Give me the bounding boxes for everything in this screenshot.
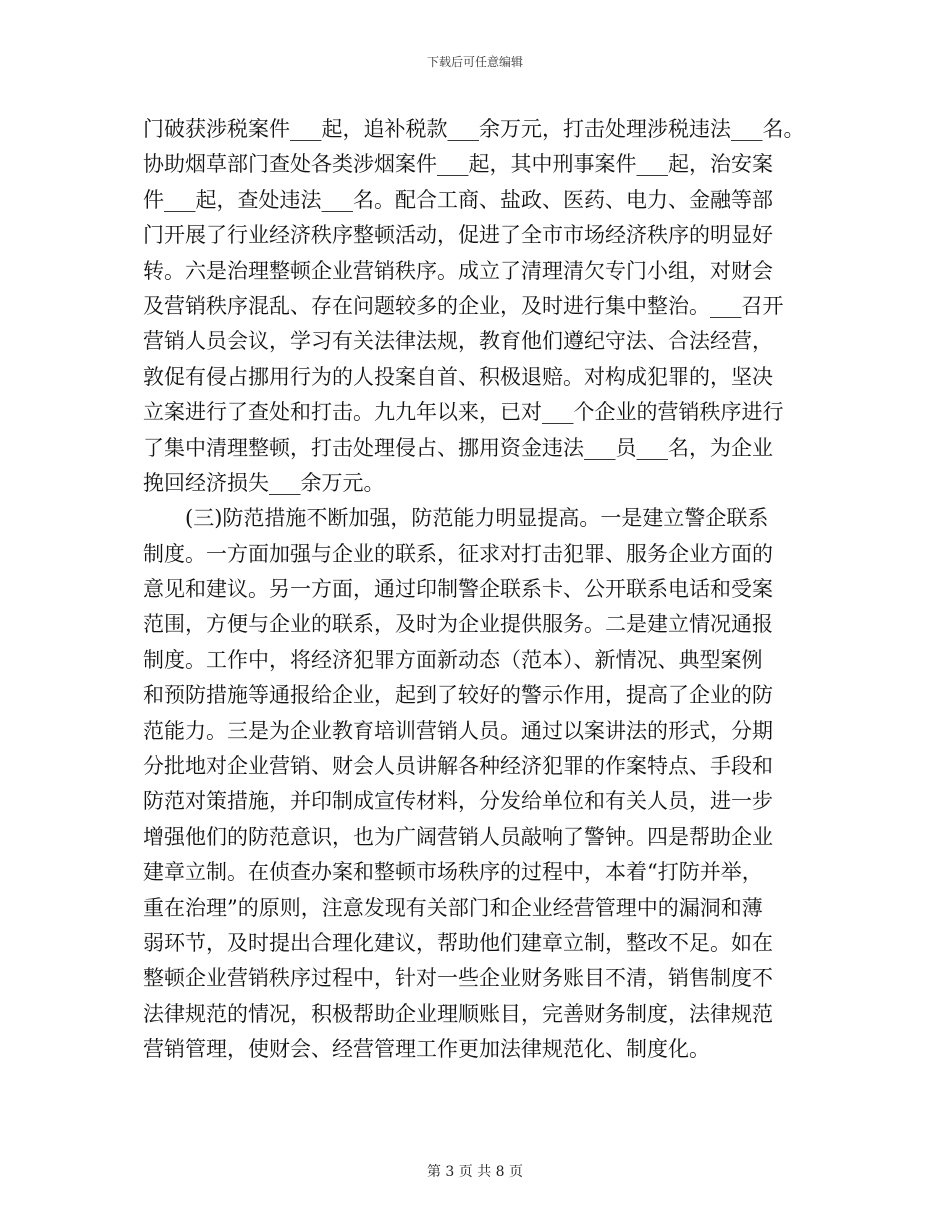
text-line: 件___起，查处违法___名。配合工商、盐政、医药、电力、金融等部: [143, 187, 773, 212]
text-line: 范围，方便与企业的联系，及时为企业提供服务。二是建立情况通报: [143, 612, 773, 637]
page-header-note: 下载后可任意编辑: [426, 55, 523, 69]
text-line: 和预防措施等通报给企业，起到了较好的警示作用，提高了企业的防: [143, 683, 773, 708]
page-number-footer: 第 3 页 共 8 页: [426, 1164, 524, 1180]
text-line: 重在治理”的原则，注意发现有关部门和企业经营管理中的漏洞和薄: [143, 895, 763, 920]
text-line: 法律规范的情况，积极帮助企业理顺账目，完善财务制度，法律规范: [143, 1001, 773, 1026]
text-line: 门破获涉税案件___起，追补税款___余万元，打击处理涉税违法___名。: [143, 117, 805, 141]
text-line: 营销人员会议，学习有关法律法规，教育他们遵纪守法、合法经营，: [143, 329, 773, 354]
text-line: 制度。工作中，将经济犯罪方面新动态（范本）、新情况、典型案例: [143, 647, 763, 672]
text-line: 增强他们的防范意识，也为广阔营销人员敲响了警钟。四是帮助企业: [143, 824, 773, 849]
text-line: 了集中清理整顿，打击处理侵占、挪用资金违法___员___名，为企业: [143, 435, 773, 460]
text-line: 分批地对企业营销、财会人员讲解各种经济犯罪的作案特点、手段和: [143, 754, 773, 779]
text-line: 转。六是治理整顿企业营销秩序。成立了清理清欠专门小组，对财会: [143, 258, 773, 283]
text-line: 门开展了行业经济秩序整顿活动，促进了全市市场经济秩序的明显好: [143, 223, 773, 248]
text-line: 建章立制。在侦查办案和整顿市场秩序的过程中，本着“打防并举，: [143, 860, 763, 885]
paragraph-start-line: (三)防范措施不断加强，防范能力明显提高。一是建立警企联系: [185, 506, 769, 531]
text-line: 整顿企业营销秩序过程中，针对一些企业财务账目不清，销售制度不: [143, 966, 773, 991]
text-line: 挽回经济损失___余万元。: [143, 470, 385, 495]
text-line: 协助烟草部门查处各类涉烟案件___起，其中刑事案件___起，治安案: [143, 152, 773, 177]
text-line: 意见和建议。另一方面，通过印制警企联系卡、公开联系电话和受案: [143, 577, 773, 602]
document-body: [143, 112, 807, 1068]
text-line: 范能力。三是为企业教育培训营销人员。通过以案讲法的形式，分期: [143, 718, 773, 743]
text-line: 防范对策措施，并印制成宣传材料，分发给单位和有关人员，进一步: [143, 789, 773, 814]
text-line: 及营销秩序混乱、存在问题较多的企业，及时进行集中整治。___召开: [143, 293, 784, 318]
text-line: 立案进行了查处和打击。九九年以来，已对___个企业的营销秩序进行: [143, 400, 784, 425]
text-line: 弱环节，及时提出合理化建议，帮助他们建章立制，整改不足。如在: [143, 930, 773, 955]
text-line: 营销管理，使财会、经营管理工作更加法律规范化、制度化。: [143, 1037, 710, 1062]
text-line: 敦促有侵占挪用行为的人投案自首、积极退赔。对构成犯罪的，坚决: [143, 364, 773, 389]
text-line: 制度。一方面加强与企业的联系，征求对打击犯罪、服务企业方面的: [143, 541, 773, 566]
